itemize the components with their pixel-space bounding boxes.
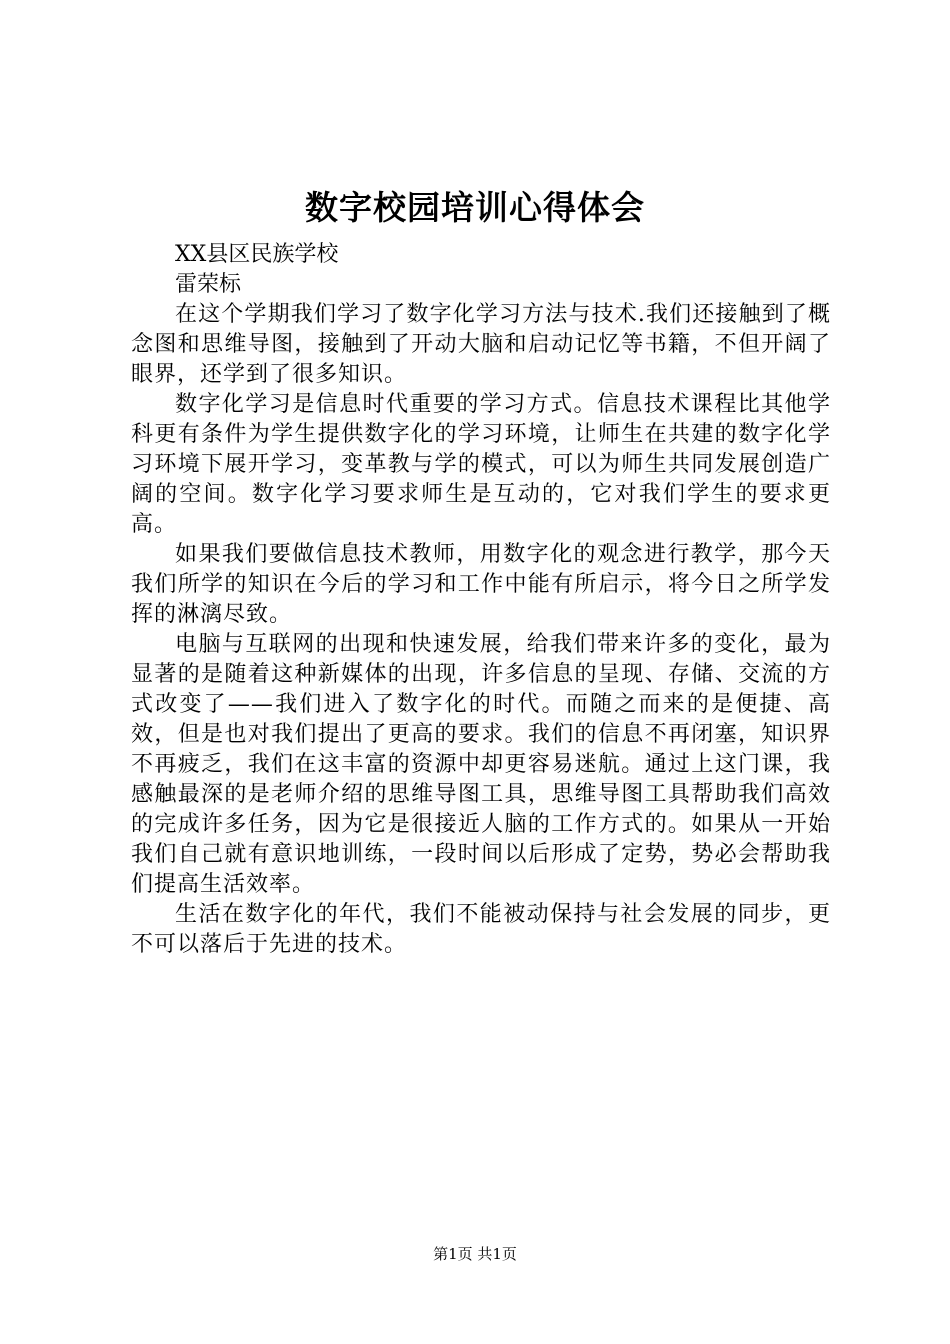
paragraph-4: 电脑与互联网的出现和快速发展，给我们带来许多的变化，最为显著的是随着这种新媒体的出现，许多信息的呈现、存储、交流的方式改变了——我们进入了数字化的时代。而随之而来的是便捷、高效，但是也对我们提出了更高的要求。我们的信息不再闭塞，知识界不再疲乏，我们在这丰富的资源中却更容易迷航。通过上这门课，我感触最深的是老师介绍的思维导图工具，思维导图工具帮助我们高效的完成许多任务，因为它是很接近人脑的工作方式的。如果从一开始我们自己就有意识地训练，一段时间以后形成了定势，势必会帮助我们提高生活效率。: [131, 632, 831, 897]
document-body: [131, 240, 831, 960]
paragraph-2: 数字化学习是信息时代重要的学习方式。信息技术课程比其他学科更有条件为学生提供数字化的学习环境，让师生在共建的数字化学习环境下展开学习，变革教与学的模式，可以为师生共同发展创造广阔的空间。数字化学习要求师生是互动的，它对我们学生的要求更高。: [131, 392, 831, 537]
paragraph-5: 生活在数字化的年代，我们不能被动保持与社会发展的同步，更不可以落后于先进的技术。: [131, 902, 831, 957]
page-number-footer: 第1页 共1页: [433, 1245, 517, 1263]
document-title: 数字校园培训心得体会: [305, 188, 645, 227]
paragraph-1: 在这个学期我们学习了数字化学习方法与技术.我们还接触到了概念图和思维导图，接触到了开动大脑和启动记忆等书籍，不但开阔了眼界，还学到了很多知识。: [131, 302, 831, 387]
paragraph-3: 如果我们要做信息技术教师，用数字化的观念进行教学，那今天我们所学的知识在今后的学习和工作中能有所启示，将今日之所学发挥的淋漓尽致。: [131, 542, 831, 627]
school-name: XX县区民族学校: [175, 242, 339, 267]
author-name: 雷荣标: [175, 272, 242, 297]
